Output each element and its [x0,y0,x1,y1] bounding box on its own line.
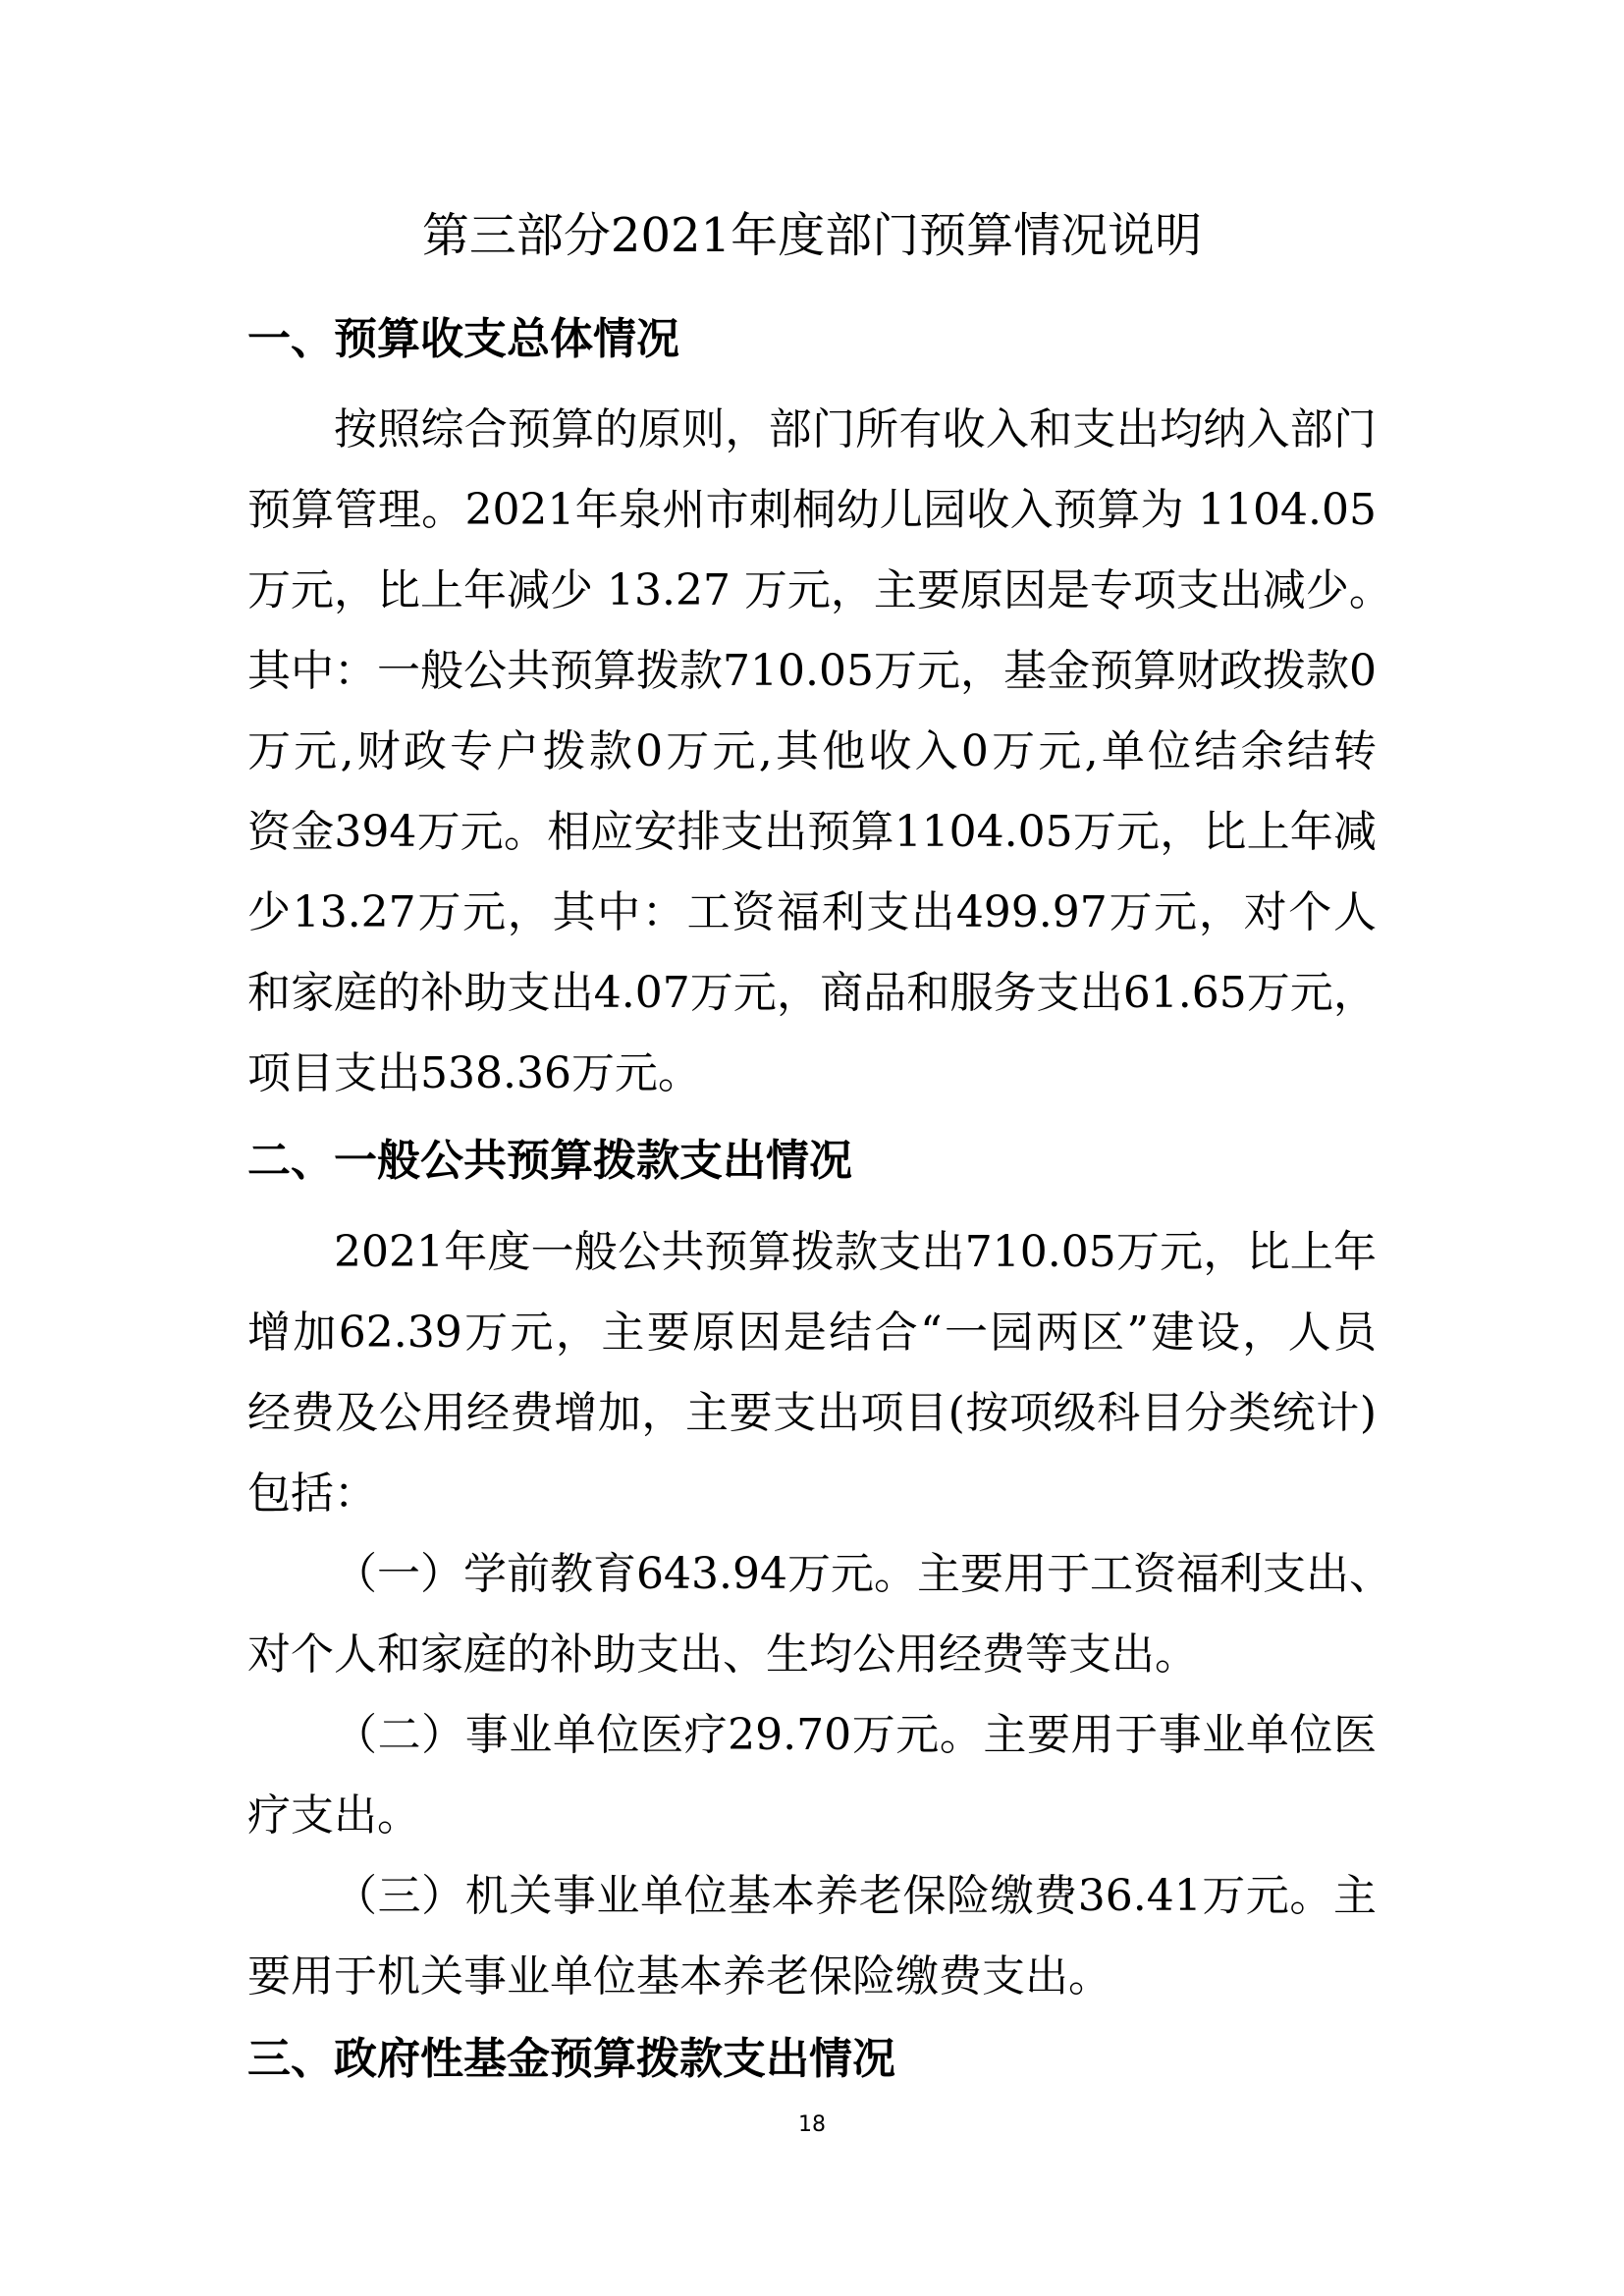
list-item-line: 对个人和家庭的补助支出、生均公用经费等支出。 [247,1629,1198,1680]
page-title: 第三部分2021年度部门预算情况说明 [421,208,1203,263]
paragraph-line: 经费及公用经费增加，主要支出项目(按项级科目分类统计) [247,1388,1377,1438]
paragraph-line: 按照综合预算的原则，部门所有收入和支出均纳入部门 [334,404,1377,454]
paragraph-line: 万元，比上年减少 13.27 万元，主要原因是专项支出减少。 [247,565,1392,615]
paragraph-line: 2021年度一般公共预算拨款支出710.05万元，比上年 [334,1227,1377,1277]
paragraph-line: 包括： [247,1468,377,1519]
paragraph-line: 预算管理。2021年泉州市刺桐幼儿园收入预算为 1104.05 [247,485,1377,535]
list-item-line: （二）事业单位医疗29.70万元。主要用于事业单位医 [334,1710,1377,1760]
section-heading-budget-overview: 一、预算收支总体情况 [247,314,679,364]
paragraph-line: 其中：一般公共预算拨款710.05万元，基金预算财政拨款0 [247,646,1377,696]
page-number: 18 [798,2112,826,2137]
paragraph-line: 和家庭的补助支出4.07万元，商品和服务支出61.65万元， [247,968,1377,1018]
paragraph-line: 万元,财政专户拨款0万元,其他收入0万元,单位结余结转 [247,726,1377,776]
paragraph-line: 增加62.39万元，主要原因是结合“一园两区”建设，人员 [247,1308,1377,1358]
section-heading-fund-budget: 三、政府性基金预算拨款支出情况 [247,2034,895,2084]
list-item-line: （三）机关事业单位基本养老保险缴费36.41万元。主 [334,1871,1377,1921]
list-item-line: （一）学前教育643.94万元。主要用于工资福利支出、 [334,1549,1392,1599]
paragraph-line: 资金394万元。相应安排支出预算1104.05万元，比上年减 [247,807,1377,857]
paragraph-line: 少13.27万元，其中：工资福利支出499.97万元，对个人 [247,887,1377,937]
paragraph-line: 项目支出538.36万元。 [247,1048,701,1098]
list-item-line: 要用于机关事业单位基本养老保险缴费支出。 [247,1951,1111,2002]
section-heading-general-budget: 二、一般公共预算拨款支出情况 [247,1136,852,1186]
list-item-line: 疗支出。 [247,1790,420,1841]
